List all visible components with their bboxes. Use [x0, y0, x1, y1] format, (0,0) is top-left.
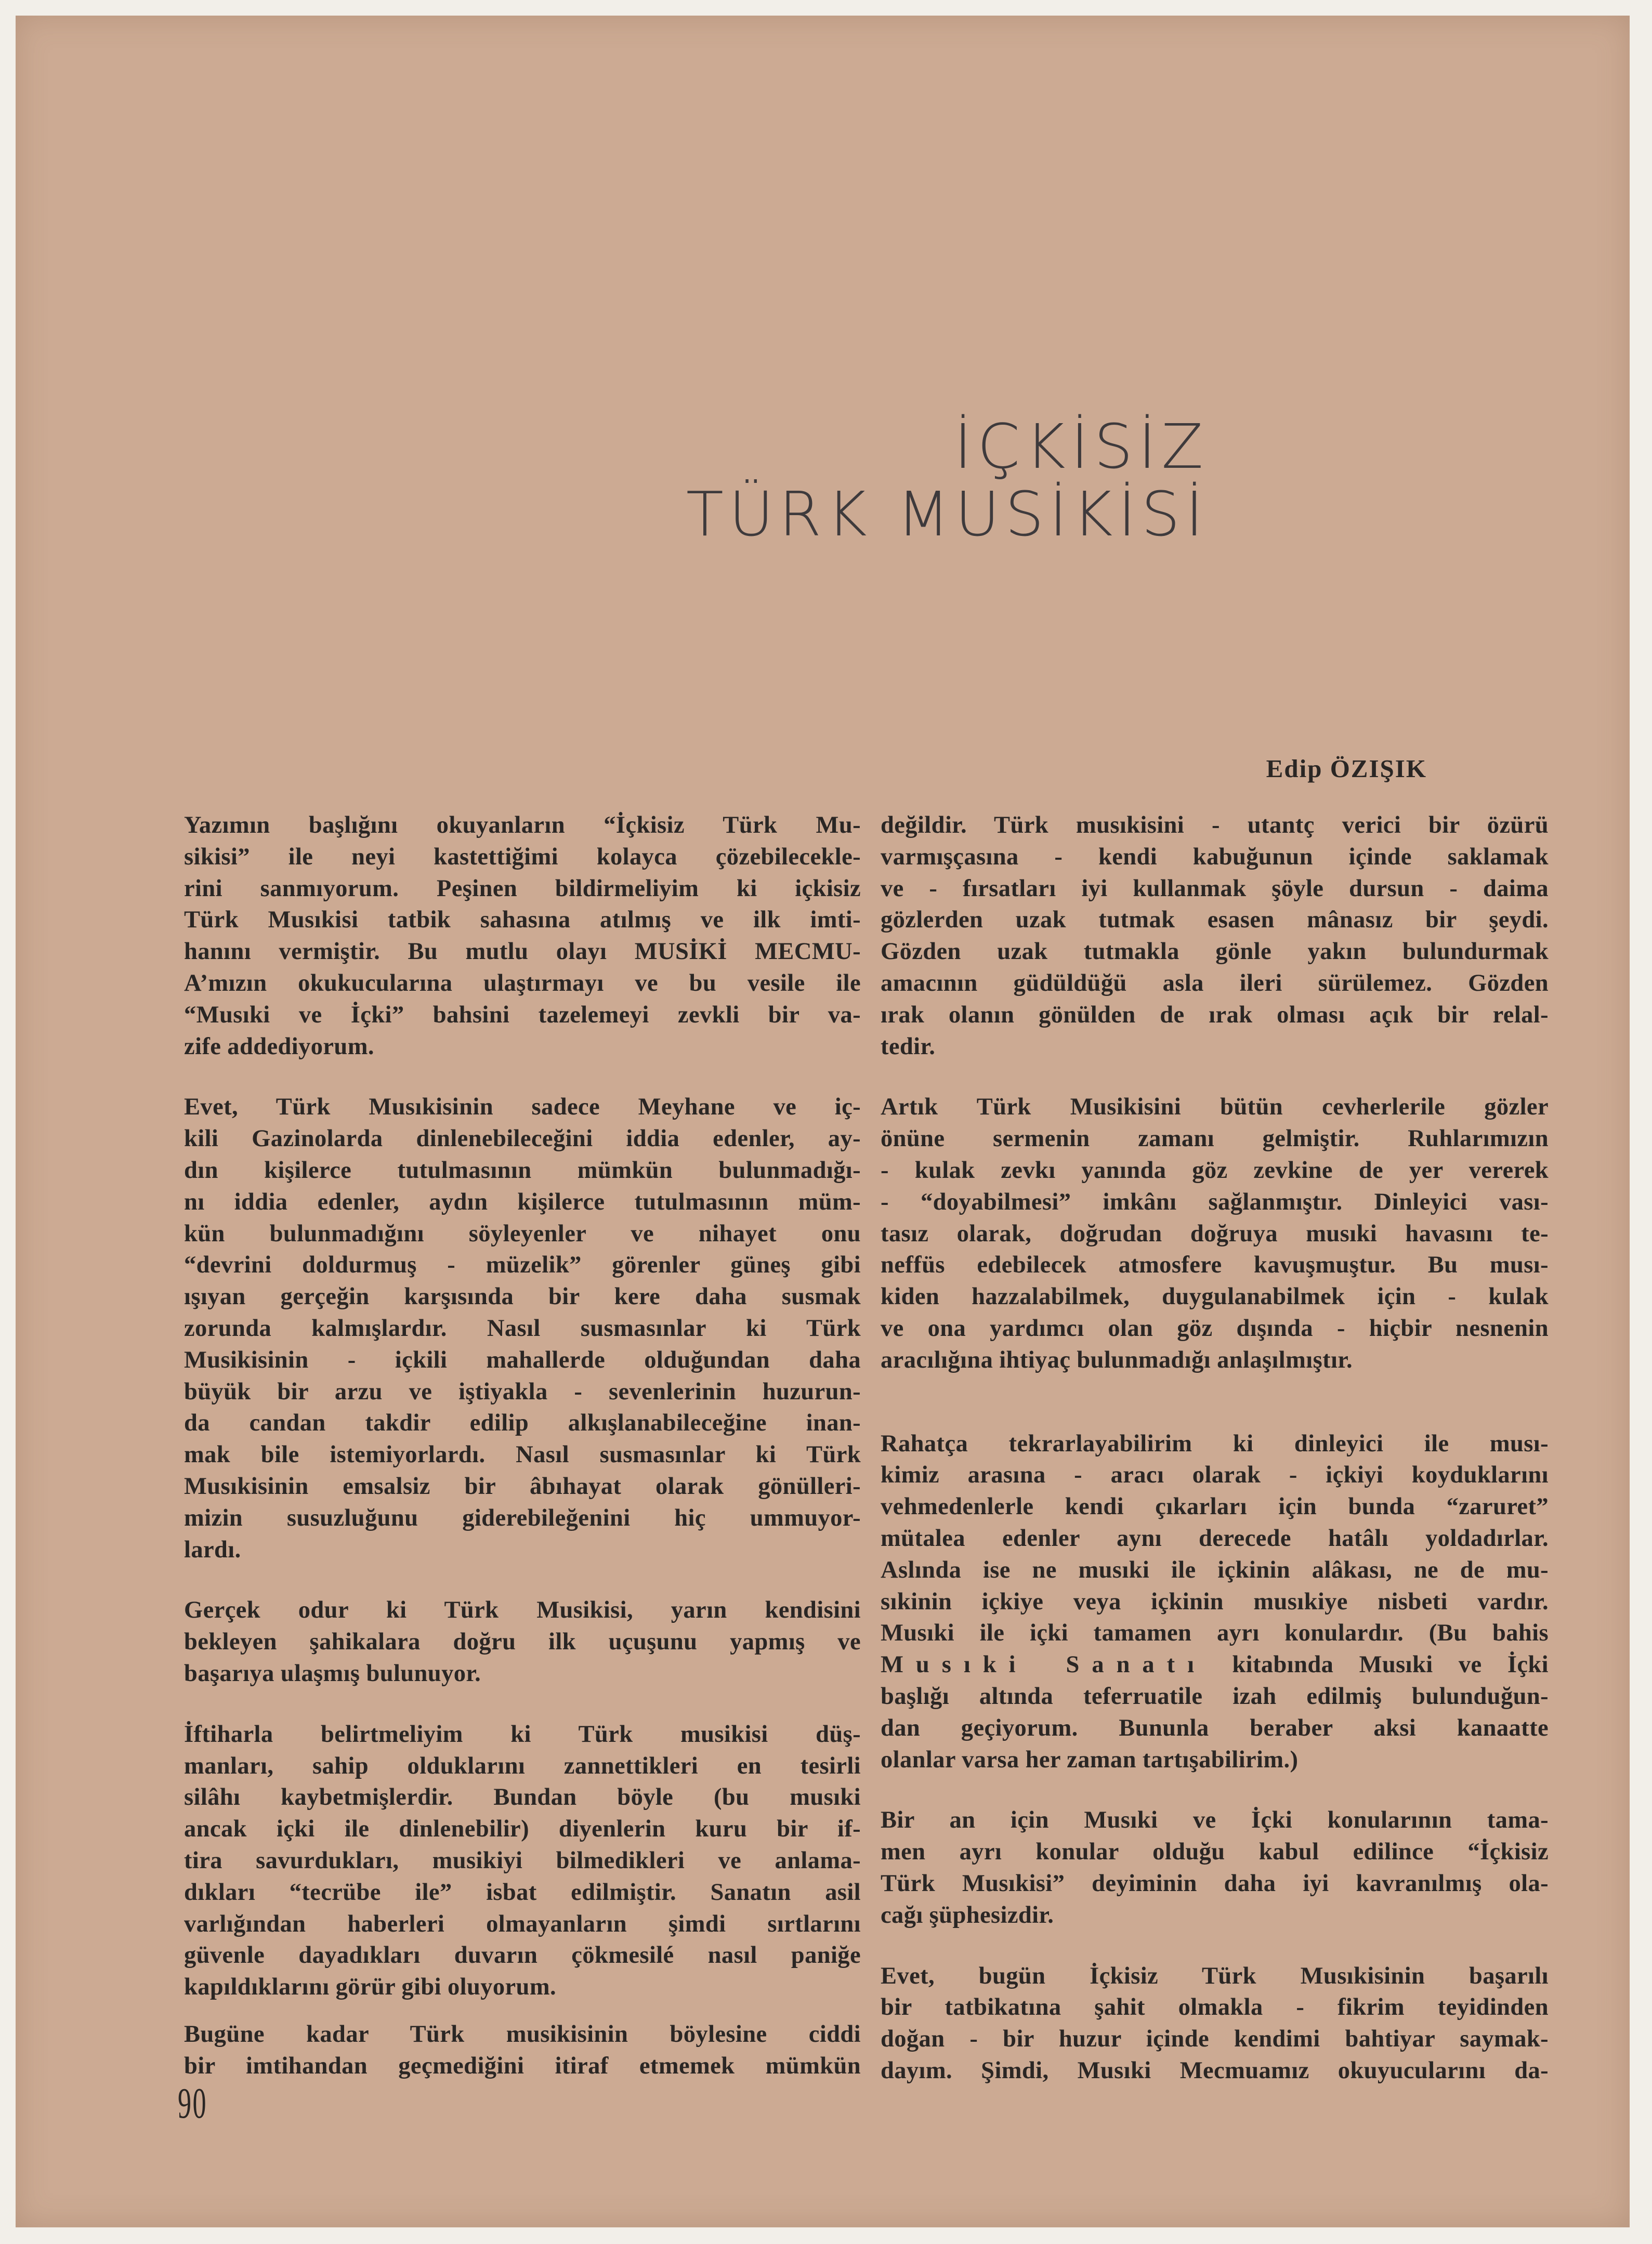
text-line: Musıki ile içki tamamen ayrı konulardır. (Bu bahis — [881, 1620, 1549, 1647]
paragraph — [184, 1719, 861, 2003]
text-line: manları, sahip olduklarını zannettikleri en tesirli — [184, 1752, 861, 1779]
text-line: zife addediyorum. — [184, 1033, 374, 1060]
text-line: tasız olarak, doğrudan doğruya musıki havasını te- — [881, 1220, 1549, 1247]
text-line: rini sanmıyorum. Peşinen bildirmeliyim ki içkisiz — [184, 875, 861, 902]
text-line: güvenle dayadıkları duvarın çökmesilé nasıl paniğe — [184, 1942, 861, 1969]
text-line: başlığı altında teferruatile izah edilmiş bulunduğun- — [881, 1683, 1549, 1710]
text-line: silâhı kaybetmişlerdir. Bundan böyle (bu musıki — [184, 1784, 861, 1811]
text-line: bekleyen şahikalara doğru ilk uçuşunu yapmış ve — [184, 1629, 861, 1656]
text-line: sikisi” ile neyi kastettiğimi kolayca çözebilecekle- — [184, 843, 861, 870]
left-column — [184, 810, 861, 2082]
text-line: nı iddia edenler, aydın kişilerce tutulmasının müm- — [184, 1188, 861, 1215]
text-line: değildir. Türk musıkisini - utantç verici bir özürü — [881, 812, 1549, 838]
text-line: kiden hazzalabilmek, duygulanabilmek için - kulak — [881, 1283, 1549, 1310]
paragraph — [184, 1595, 861, 1689]
text-line: Aslında ise ne musıki ile içkinin alâkası, ne de mu- — [881, 1556, 1549, 1583]
text-line: bir imtihandan geçmediğini itiraf etmemek mümkün — [184, 2052, 861, 2079]
text-line: “Musıki ve İçki” bahsini tazelemeyi zevkli bir va- — [184, 1001, 861, 1028]
text-line: “devrini doldurmuş - müzelik” görenler güneş gibi — [184, 1252, 861, 1279]
text-line: aracılığına ihtiyaç bulunmadığı anlaşılmıştır. — [881, 1346, 1353, 1373]
text-line: önüne sermenin zamanı gelmiştir. Ruhlarımızın — [881, 1125, 1549, 1152]
text-line: tedir. — [881, 1033, 936, 1060]
text-line: Musikisinin - içkili mahallerde olduğundan daha — [184, 1346, 861, 1373]
text-line: Evet, bugün İçkisiz Türk Musıkisinin başarılı — [881, 1962, 1549, 1989]
text-line: ışıyan gerçeğin karşısında bir kere daha susmak — [184, 1283, 861, 1310]
paragraph — [881, 1428, 1549, 1776]
text-line: - kulak zevkı yanında göz zevkine de yer vererek — [881, 1157, 1549, 1184]
text-line: Evet, Türk Musıkisinin sadece Meyhane ve iç- — [184, 1094, 861, 1121]
text-line: kapıldıklarını görür gibi oluyorum. — [184, 1974, 556, 2001]
paragraph — [881, 1805, 1549, 1931]
text-line: gözlerden uzak tutmak esasen mânasız bir şeydi. — [881, 907, 1549, 934]
paragraph — [881, 1092, 1549, 1376]
text-line: Musıkisinin emsalsiz bir âbıhayat olarak gönülleri- — [184, 1473, 861, 1500]
text-line: İftiharla belirtmeliyim ki Türk musikisi düş- — [184, 1721, 861, 1748]
text-line: kili Gazinolarda dinlenebileceğini iddia edenler, ay- — [184, 1125, 861, 1152]
text-line: kün bulunmadığını söyleyenler ve nihayet onu — [184, 1220, 861, 1247]
text-line: dayım. Şimdi, Musıki Mecmuamız okuyucularını da- — [881, 2057, 1549, 2084]
text-line: da candan takdir edilip alkışlanabileceğine inan- — [184, 1410, 861, 1437]
text-line: mak bile istemiyorlardı. Nasıl susmasınlar ki Türk — [184, 1441, 861, 1468]
text-line: Bir an için Musıki ve İçki konularının tama- — [881, 1807, 1549, 1834]
text-line: ve - fırsatları iyi kullanmak şöyle dursun - daima — [881, 875, 1549, 902]
text-line: sıkinin içkiye veya içkinin musıkiye nisbeti vardır. — [881, 1588, 1549, 1615]
page-number: 90 — [178, 2079, 208, 2128]
text-line: varlığından haberleri olmayanların şimdi sırtlarını — [184, 1910, 861, 1937]
text-line: Artık Türk Musikisini bütün cevherlerile gözler — [881, 1094, 1549, 1121]
text-line: ancak içki ile dinlenebilir) diyenlerin kuru bir if- — [184, 1816, 861, 1843]
paragraph — [184, 810, 861, 1062]
text-line: olanlar varsa her zaman tartışabilirim.) — [881, 1746, 1299, 1773]
text-line: dıkları “tecrübe ile” isbat edilmiştir. Sanatın asil — [184, 1879, 861, 1906]
text-line: lardı. — [184, 1536, 241, 1563]
article-title-line-2: TÜRK MUSİKİSİ — [686, 478, 1209, 550]
text-line: men ayrı konular olduğu kabul edilince “İçkisiz — [881, 1839, 1549, 1866]
text-line: tira savurdukları, musikiyi bilmedikleri ve anlama- — [184, 1847, 861, 1874]
text-line: kimiz arasına - aracı olarak - içkiyi koyduklarını — [881, 1462, 1549, 1489]
text-line: A’mızın okukucularına ulaştırmayı ve bu vesile ile — [184, 969, 861, 996]
text-line: vehmedenlerle kendi çıkarları için bunda “zaruret” — [881, 1493, 1549, 1520]
text-line: Gerçek odur ki Türk Musikisi, yarın kendisini — [184, 1597, 861, 1624]
text-line: varmışçasına - kendi kabuğunun içinde saklamak — [881, 843, 1549, 870]
book-title: Musıki Sanatı — [881, 1651, 1207, 1678]
text-line — [881, 1649, 1549, 1681]
text-line: ırak olanın gönülden de ırak olması açık bir relal- — [881, 1001, 1549, 1028]
text-line: Türk Musıkisi” deyiminin daha iyi kavranılmış ola- — [881, 1870, 1549, 1897]
text-line: mütalea edenler aynı derecede hatâlı yoldadırlar. — [881, 1525, 1549, 1552]
text-line: Türk Musıkisi tatbik sahasına atılmış ve ilk imti- — [184, 907, 861, 934]
text-line: Yazımın başlığını okuyanların “İçkisiz Türk Mu- — [184, 812, 861, 838]
right-column — [881, 810, 1549, 2087]
paragraph — [881, 1961, 1549, 2087]
text-line: cağı şüphesizdir. — [881, 1901, 1054, 1928]
text-line: Bugüne kadar Türk musikisinin böylesine ciddi — [184, 2020, 861, 2048]
article-title-line-1: İÇKİSİZ — [954, 411, 1209, 482]
text-line: neffüs edebilecek atmosfere kavuşmuştur. Bu musı- — [881, 1252, 1549, 1279]
paragraph — [184, 1092, 861, 1566]
magazine-page — [16, 16, 1630, 2227]
paragraph — [184, 2019, 861, 2082]
text-fragment: kitabında Musıki ve İçki — [1232, 1651, 1549, 1678]
text-line: doğan - bir huzur içinde kendimi bahtiyar saymak- — [881, 2026, 1549, 2053]
text-line: bir tatbikatına şahit olmakla - fikrim teyidinden — [881, 1994, 1549, 2021]
author-name: Edip ÖZIŞIK — [1266, 754, 1427, 783]
paragraph — [881, 810, 1549, 1062]
text-line: başarıya ulaşmış bulunuyor. — [184, 1660, 481, 1687]
text-line: dın kişilerce tutulmasının mümkün bulunmadığı- — [184, 1157, 861, 1184]
text-line: Gözden uzak tutmakla gönle yakın bulundurmak — [881, 938, 1549, 965]
text-line: Rahatça tekrarlayabilirim ki dinleyici ile musı- — [881, 1430, 1549, 1457]
text-line: mizin susuzluğunu giderebileğenini hiç ummuyor- — [184, 1504, 861, 1531]
text-line: hanını vermiştir. Bu mutlu olayı MUSİKİ MECMU- — [184, 938, 861, 965]
text-line: - “doyabilmesi” imkânı sağlanmıştır. Dinleyici vası- — [881, 1188, 1549, 1215]
text-line: zorunda kalmışlardır. Nasıl susmasınlar ki Türk — [184, 1315, 861, 1342]
text-line: amacının güdüldüğü asla ileri sürülemez. Gözden — [881, 969, 1549, 996]
text-line: büyük bir arzu ve iştiyakla - sevenlerinin huzurun- — [184, 1378, 861, 1405]
text-line: dan geçiyorum. Bununla beraber aksi kanaatte — [881, 1714, 1549, 1741]
text-line: ve ona yardımcı olan göz dışında - hiçbir nesnenin — [881, 1315, 1549, 1342]
